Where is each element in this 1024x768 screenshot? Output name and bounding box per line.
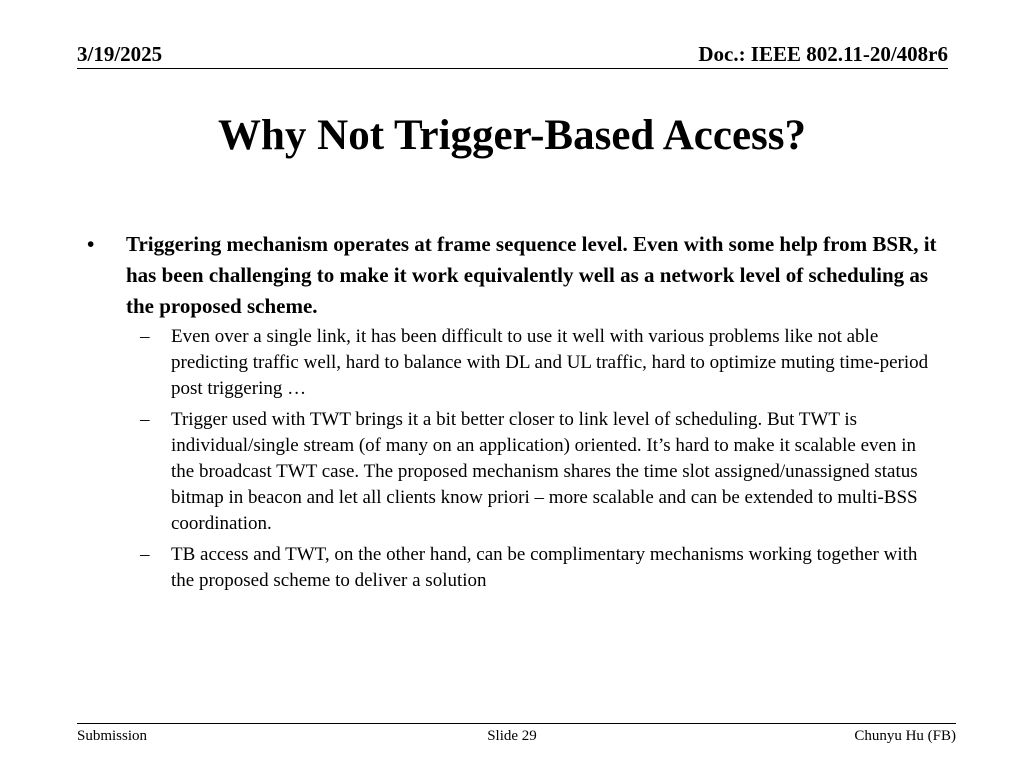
sub-bullet-item [82, 324, 952, 402]
footer-submission: Submission [77, 728, 148, 744]
bullet-marker: • [87, 232, 95, 256]
slide-content [82, 229, 952, 599]
sub-bullet-text: Even over a single link, it has been difficult to use it well with various problems like not able predicting traffic well, hard to balance with DL and UL traffic, hard to optimize muting time-period post triggering … [171, 326, 929, 399]
sub-bullet-list [82, 324, 952, 594]
header-doc-id: Doc.: IEEE 802.11-20/408r6 [698, 42, 948, 66]
footer-author: Chunyu Hu (FB) [854, 728, 956, 744]
footer-slide-number: Slide 29 [487, 728, 537, 744]
sub-bullet-text: TB access and TWT, on the other hand, can be complimentary mechanisms working together with the proposed scheme to deliver a solution [171, 544, 918, 591]
sub-bullet-item [82, 407, 952, 537]
dash-marker: – [140, 326, 150, 347]
dash-marker: – [140, 544, 150, 565]
header-divider [77, 68, 948, 69]
dash-marker: – [140, 409, 150, 430]
main-bullet [82, 229, 952, 322]
sub-bullet-item [82, 542, 952, 594]
sub-bullet-text: Trigger used with TWT brings it a bit better closer to link level of scheduling. But TWT is individual/single stream (of many on an application) oriented. It’s hard to make it scalable even in the broadcast TWT case. The proposed mechanism shares the time slot assigned/unassigned status bitmap in beacon and let all clients know priori – more scalable and can be extended to multi-BSS coordination. [171, 409, 918, 534]
footer-divider [77, 723, 956, 724]
header-date: 3/19/2025 [77, 42, 163, 66]
slide-title: Why Not Trigger-Based Access? [218, 112, 806, 159]
main-bullet-text: Triggering mechanism operates at frame sequence level. Even with some help from BSR, it has been challenging to make it work equivalently well as a network level of scheduling as the proposed scheme. [126, 232, 937, 318]
